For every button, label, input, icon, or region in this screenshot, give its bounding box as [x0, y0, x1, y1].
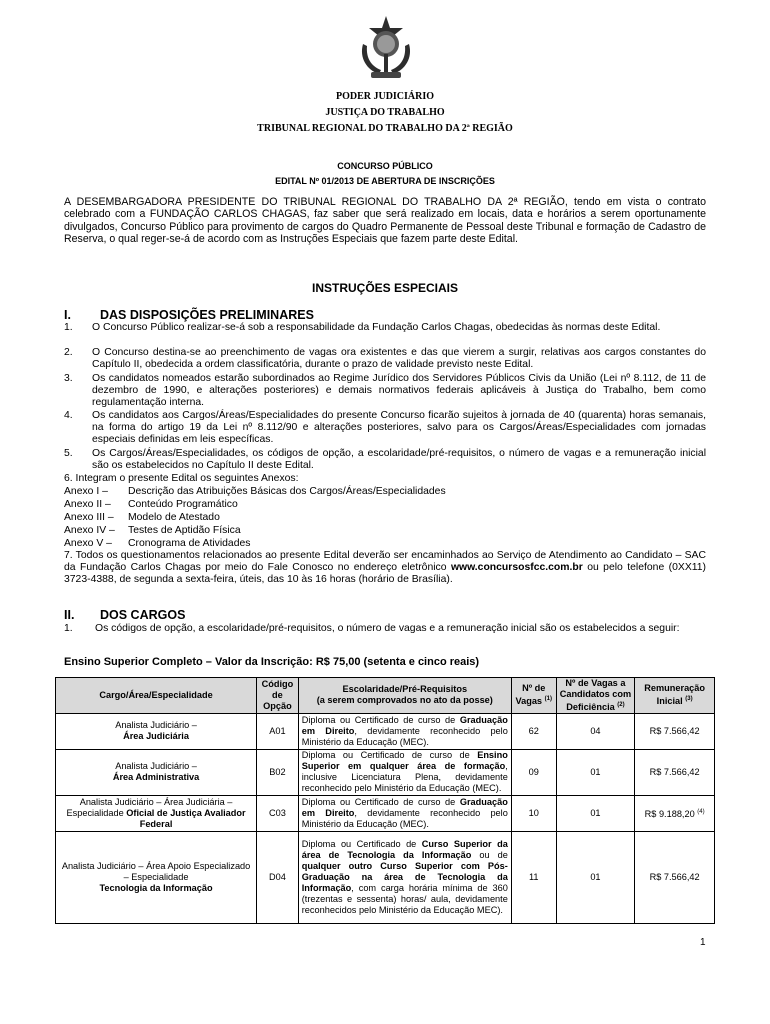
item-7-text-cont: ou pelo telefone (0XX11) 3723-4388, de segunda a sexta-feira, úteis, das 10 às 16 horas (horário de Brasília). [64, 562, 706, 586]
header-justica: JUSTIÇA DO TRABALHO [325, 107, 445, 118]
item-number: 1. [64, 322, 73, 333]
escol-bold: Graduação em Direito [301, 796, 508, 818]
item-number: 5. [64, 448, 73, 459]
item-text: Os candidatos aos Cargos/Áreas/Especialidades do presente Concurso ficarão sujeitos à jornada de 40 (quarenta) horas semanais, na forma do artigo 19 da Lei nº 8.112/90 e alterações posteriores, salvo para os Cargos/Áreas/Especialidades com jornadas especiais definidas em leis específicas. [92, 410, 706, 446]
item-text: O Concurso Público realizar-se-á sob a responsabilidade da Fundação Carlos Chagas, obedecidas às normas deste Edital. [92, 322, 661, 333]
item-number: 2. [64, 347, 73, 358]
cell-codigo: B02 [257, 749, 299, 795]
cargo-area: Oficial de Justiça Avaliador Federal [126, 807, 246, 829]
item-number: 4. [64, 410, 73, 421]
section1-roman: I. [64, 308, 71, 322]
annex-label: Anexo III – [64, 512, 114, 523]
header-vagas [511, 678, 556, 714]
escol-text: , devidamente reconhecido pelo Ministério da Educação (MEC). [301, 725, 508, 747]
cell-escolaridade [298, 795, 511, 831]
cell-codigo: A01 [257, 713, 299, 749]
escol-text: ou de [471, 850, 508, 861]
annex-text: Cronograma de Atividades [128, 538, 251, 549]
annex-label: Anexo I – [64, 486, 108, 497]
escol-text: , inclusive Licenciatura Plena, devidamente reconhecido pelo Ministério da Educação (MEC). [301, 761, 508, 794]
cell-codigo: D04 [257, 831, 299, 923]
footnote-marker: (2) [617, 701, 625, 708]
cell-cargo [56, 831, 257, 923]
section2-roman: II. [64, 608, 75, 622]
header-deficiencia [556, 678, 635, 714]
escol-bold: Ensino Superior em qualquer área de formação [301, 750, 508, 772]
cell-remuneracao [635, 749, 715, 795]
vacancies-table [55, 677, 715, 924]
header-deficiencia-label: Nº de Vagas a Candidatos com Deficiência [559, 678, 632, 712]
header-escolaridade-note: (a serem comprovados no ato da posse) [316, 695, 493, 706]
cell-vagas: 62 [511, 713, 556, 749]
escol-bold: qualquer outro Curso Superior com Pós-Graduação na área de Tecnologia da Informação [301, 860, 508, 893]
annex-text: Modelo de Atestado [128, 512, 220, 523]
item-text: Os códigos de opção, a escolaridade/pré-requisitos, o número de vagas e a remuneração inicial são os estabelecidos a seguir: [95, 623, 680, 634]
instructions-title: INSTRUÇÕES ESPECIAIS [311, 281, 459, 295]
cell-cargo [56, 713, 257, 749]
table-row [56, 749, 715, 795]
escol-text: Diploma ou Certificado de curso de [301, 714, 460, 725]
item-number: 1. [64, 623, 73, 634]
brazil-coat-of-arms-icon [357, 14, 415, 82]
cell-vagas: 09 [511, 749, 556, 795]
cargo-area: Tecnologia da Informação [99, 882, 213, 893]
header-remuneracao-label: Remuneração Inicial [644, 683, 706, 707]
cell-deficiencia: 01 [556, 795, 635, 831]
item-text: O Concurso destina-se ao preenchimento de vagas ora existentes e das que vierem a surgir, relativas aos cargos constantes do Capítulo II, obedecida a ordem classificatória, durante o prazo de validade previsto neste Edital. [92, 347, 706, 371]
escol-text: Diploma ou Certificado de curso de [301, 750, 478, 761]
escol-text: , com carga horária mínima de 360 (trezentas e sessenta) horas/ aula, devidamente reconhecidos pelo Ministério da Educação MEC). [301, 882, 508, 915]
cell-vagas: 11 [511, 831, 556, 923]
item-7-text: 7. Todos os questionamentos relacionados ao presente Edital deverão ser encaminhados ao Serviço de Atendimento ao Candidato – SAC da Fundação Carlos Chagas por meio do Fale Conosco no endereço eletrônico [64, 550, 706, 574]
remuneracao-value: R$ 7.566,42 [649, 871, 700, 882]
remuneracao-value: R$ 7.566,42 [649, 766, 700, 777]
cell-remuneracao [635, 831, 715, 923]
cargo-text: Analista Judiciário – [115, 761, 197, 772]
page-number: 1 [700, 937, 706, 948]
escol-text: Diploma ou Certificado de [301, 839, 422, 850]
cell-deficiencia: 01 [556, 831, 635, 923]
cell-cargo [56, 749, 257, 795]
footnote-marker: (1) [544, 696, 552, 703]
concurso-title: CONCURSO PÚBLICO [337, 161, 433, 171]
cargo-text: Analista Judiciário – [115, 720, 197, 731]
cell-remuneracao [635, 713, 715, 749]
footnote-marker: (3) [685, 696, 693, 703]
escol-text: Diploma ou Certificado de curso de [301, 796, 460, 807]
cell-escolaridade [298, 749, 511, 795]
cell-deficiencia: 01 [556, 749, 635, 795]
fee-subtitle: Ensino Superior Completo – Valor da Inscrição: R$ 75,00 (setenta e cinco reais) [64, 656, 480, 668]
cargo-area: Área Judiciária [123, 731, 189, 742]
cell-vagas: 10 [511, 795, 556, 831]
escol-bold: Graduação em Direito [301, 714, 508, 736]
cargo-area: Área Administrativa [112, 772, 200, 783]
header-remuneracao [635, 678, 715, 714]
section1-title: DAS DISPOSIÇÕES PRELIMINARES [100, 308, 314, 322]
edital-title: EDITAL Nº 01/2013 DE ABERTURA DE INSCRIÇÕES [275, 176, 495, 186]
annex-label: Anexo IV – [64, 525, 115, 536]
header-cargo: Cargo/Área/Especialidade [56, 678, 257, 714]
table-row [56, 795, 715, 831]
item-text: Os candidatos nomeados estarão subordinados ao Regime Jurídico dos Servidores Públicos Civis da União (Lei nº 8.112, de 11 de dezembro de 1990, e alterações posteriores) e demais normativos federais aplicáveis à Justiça do Trabalho, bem como regulamentação interna. [92, 373, 706, 409]
section2-title: DOS CARGOS [100, 608, 186, 622]
table-row [56, 713, 715, 749]
cell-cargo [56, 795, 257, 831]
cell-escolaridade [298, 713, 511, 749]
intro-paragraph: A DESEMBARGADORA PRESIDENTE DO TRIBUNAL REGIONAL DO TRABALHO DA 2ª REGIÃO, tendo em vista o contrato celebrado com a FUNDAÇÃO CARLOS CHAGAS, faz saber que será realizado em locais, data e horários a serem oportunamente divulgados, Concurso Público para provimento de cargos do Quadro Permanente de Pessoal deste Tribunal e formação de Cadastro de Reserva, o qual reger-se-á de acordo com as Instruções Especiais que fazem parte deste Edital. [64, 196, 706, 245]
annex-text: Descrição das Atribuições Básicas dos Cargos/Áreas/Especialidades [128, 486, 446, 497]
header-tribunal: TRIBUNAL REGIONAL DO TRABALHO DA 2ª REGIÃO [257, 123, 513, 134]
item-6: 6. Integram o presente Edital os seguintes Anexos: [64, 473, 299, 484]
item-number: 3. [64, 373, 73, 384]
annex-text: Conteúdo Programático [128, 499, 238, 510]
remuneracao-value: R$ 7.566,42 [649, 725, 700, 736]
header-poder: PODER JUDICIÁRIO [335, 91, 435, 102]
cargo-text: Analista Judiciário – Área Judiciária – Especialidade [66, 796, 233, 818]
header-vagas-label: Nº de Vagas [515, 683, 546, 707]
cell-codigo: C03 [257, 795, 299, 831]
remuneracao-value: R$ 9.188,20 [644, 808, 695, 819]
cell-remuneracao [635, 795, 715, 831]
cargo-text: Analista Judiciário – Área Apoio Especializado – Especialidade [61, 860, 251, 882]
cell-escolaridade [298, 831, 511, 923]
escol-bold: Curso Superior da área de Tecnologia da Informação [301, 839, 508, 861]
item-text: Os Cargos/Áreas/Especialidades, os códigos de opção, a escolaridade/pré-requisitos, o número de vagas e a remuneração inicial são os estabelecidos no Capítulo II deste Edital. [92, 448, 706, 472]
annex-label: Anexo V – [64, 538, 112, 549]
header-escolaridade-main: Escolaridade/Pré-Requisitos [342, 684, 468, 695]
annex-text: Testes de Aptidão Física [128, 525, 241, 536]
header-escolaridade [298, 678, 511, 714]
table-row [56, 831, 715, 923]
item-7 [64, 550, 706, 587]
fcc-website-link[interactable]: www.concursosfcc.com.br [450, 562, 583, 574]
escol-text: , devidamente reconhecido pelo Ministério da Educação (MEC). [301, 807, 508, 829]
table-header-row [56, 678, 715, 714]
cell-deficiencia: 04 [556, 713, 635, 749]
footnote-marker: (4) [697, 808, 705, 815]
annex-label: Anexo II – [64, 499, 111, 510]
header-codigo: Código de Opção [257, 678, 299, 714]
